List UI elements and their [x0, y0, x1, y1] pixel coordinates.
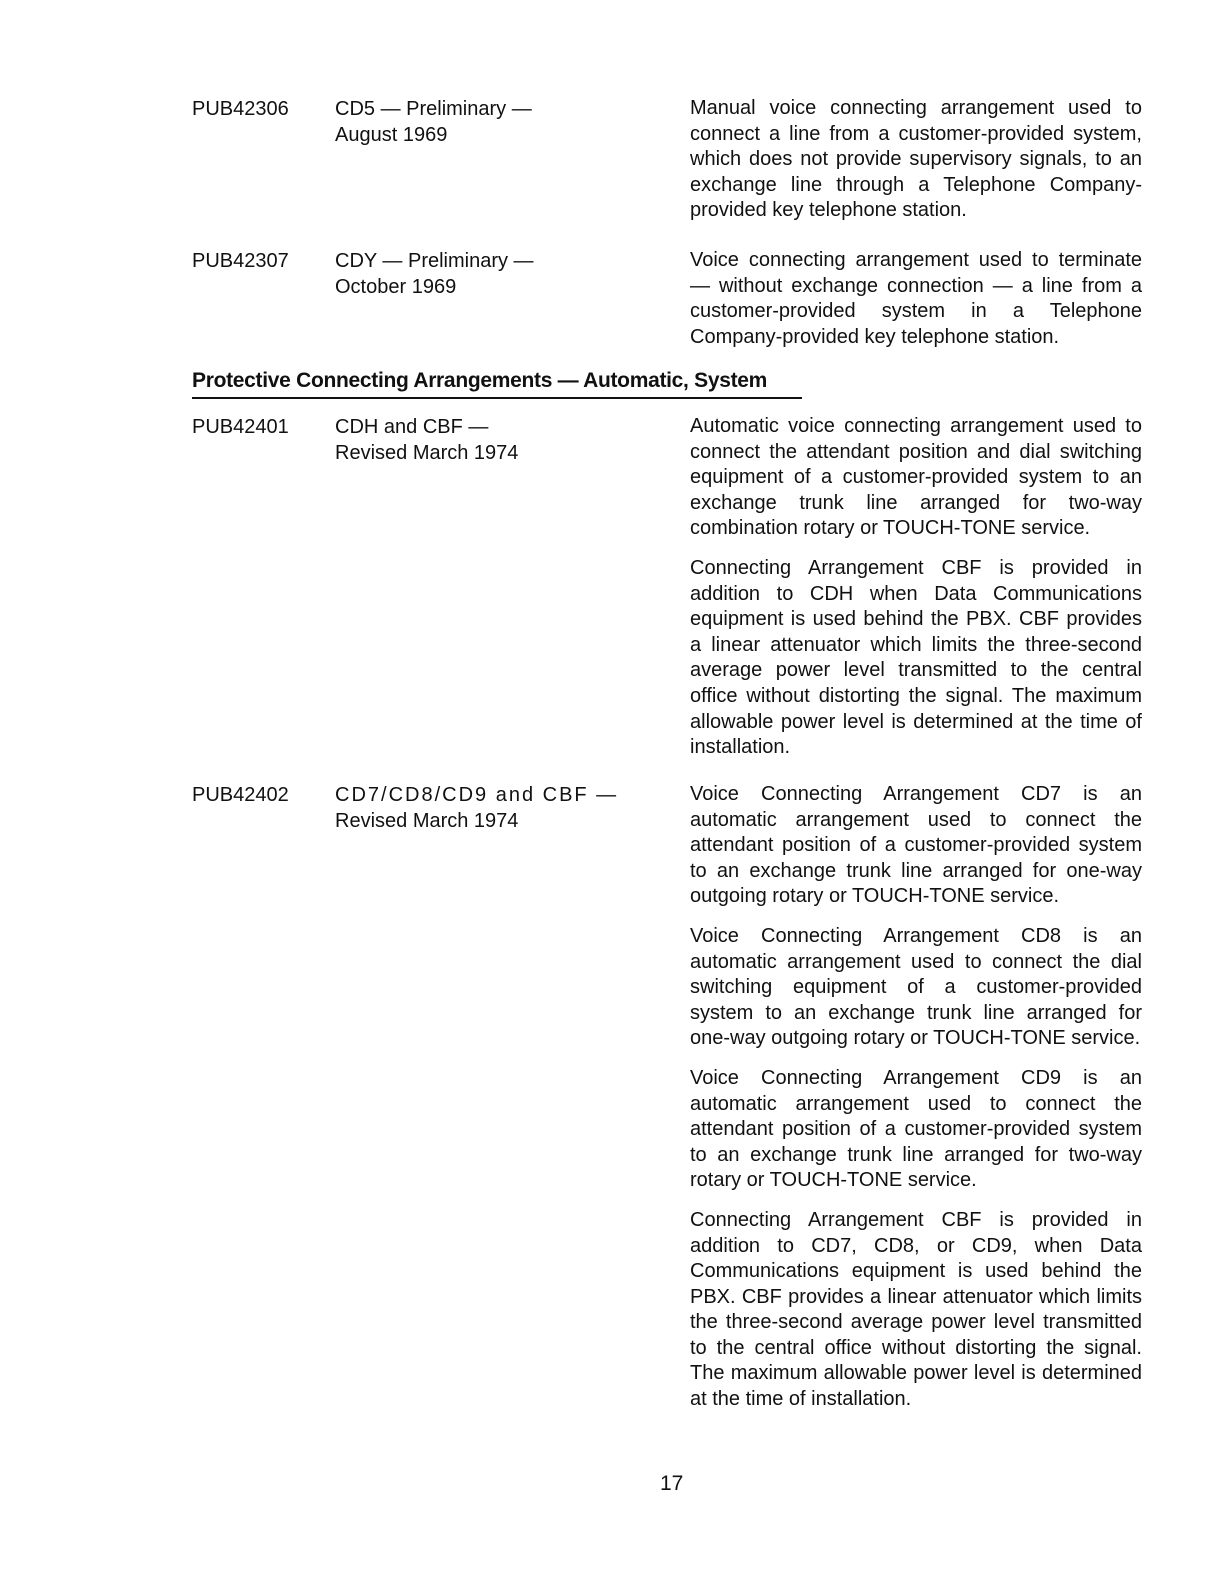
description-paragraph: Voice connecting arrangement used to terminate — without exchange connection — a line from a customer-provided system in a Telephone Company-provided key telephone station. — [690, 249, 1142, 348]
description — [690, 414, 1142, 775]
reference-title: CD7/CD8/CD9 and CBF — — [335, 784, 619, 806]
reference-title: CD5 — Preliminary — — [335, 98, 532, 120]
description — [690, 96, 1142, 238]
description-paragraph: Manual voice connecting arrangement used to connect a line from a customer-provided system, which does not provide supervisory signals, to an exchange line through a Telephone Company-provided key telephone station. — [690, 97, 1142, 222]
description-paragraph: Automatic voice connecting arrangement used to connect the attendant position and dial switching equipment of a customer-provided system to an exchange trunk line arranged for two-way combination rotary or TOUCH-TONE service. — [690, 415, 1142, 540]
section-heading: Protective Connecting Arrangements — Automatic, System — [192, 368, 802, 399]
reference-date: October 1969 — [335, 276, 457, 298]
pub-number: PUB42401 — [192, 416, 289, 438]
description — [690, 248, 1142, 364]
description-paragraph: Voice Connecting Arrangement CD9 is an automatic arrangement used to connect the attendant position of a customer-provided system to an exchange trunk line arranged for two-way rotary or TOUCH-TONE service. — [690, 1066, 1142, 1192]
reference-title: CDH and CBF — — [335, 416, 489, 438]
reference — [335, 414, 665, 466]
description — [690, 782, 1142, 1427]
description-paragraph: Connecting Arrangement CBF is provided in addition to CDH when Data Communications equipment is used behind the PBX. CBF provides a linear attenuator which limits the three-second average power level transmitted to the central office without distorting the signal. The maximum allowable power level is determined at the time of installation. — [690, 556, 1142, 759]
pub-number: PUB42307 — [192, 250, 289, 272]
page-number: 17 — [660, 1472, 684, 1495]
description-paragraph: Connecting Arrangement CBF is provided in addition to CD7, CD8, or CD9, when Data Communications equipment is used behind the PBX. CBF provides a linear attenuator which limits the three-second average power level transmitted to the central office without distorting the signal. The maximum allowable power level is determined at the time of installation. — [690, 1208, 1142, 1411]
reference-title: CDY — Preliminary — — [335, 250, 534, 272]
reference — [335, 782, 665, 834]
description-paragraph: Voice Connecting Arrangement CD7 is an automatic arrangement used to connect the attendant position of a customer-provided system to an exchange trunk line arranged for one-way outgoing rotary or TOUCH-TONE service. — [690, 783, 1142, 908]
pub-number: PUB42402 — [192, 784, 289, 806]
reference — [335, 96, 665, 148]
description-paragraph: Voice Connecting Arrangement CD8 is an automatic arrangement used to connect the dial switching equipment of a customer-provided system to an exchange trunk line arranged for one-way outgoing rotary or TOUCH-TONE service. — [690, 924, 1142, 1050]
reference — [335, 248, 665, 300]
pub-number: PUB42306 — [192, 98, 289, 120]
reference-date: Revised March 1974 — [335, 810, 519, 832]
reference-date: Revised March 1974 — [335, 442, 519, 464]
reference-date: August 1969 — [335, 124, 448, 146]
